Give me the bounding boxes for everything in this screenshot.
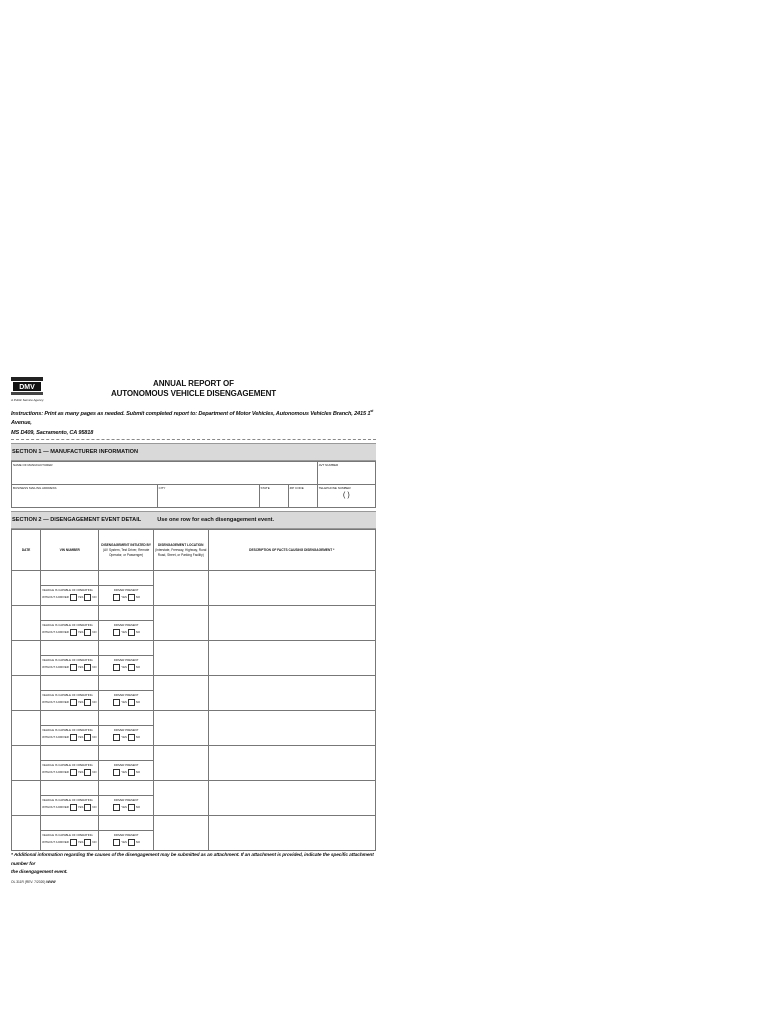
divider [11, 439, 376, 440]
yes-label: YES [121, 630, 127, 635]
yes-label: YES [77, 700, 84, 705]
capable-yes-checkbox[interactable] [70, 804, 77, 811]
no-label: NO [92, 595, 97, 600]
yes-label: YES [77, 595, 84, 600]
city-label: CITY [158, 486, 166, 491]
capable-yes-checkbox[interactable] [70, 699, 77, 706]
location-cell[interactable] [153, 781, 208, 816]
driver-yes-checkbox[interactable] [113, 804, 120, 811]
driver-no-checkbox[interactable] [128, 664, 135, 671]
capable-yes-checkbox[interactable] [70, 839, 77, 846]
vin-cell [41, 781, 99, 816]
no-label: NO [92, 665, 97, 670]
form-title [11, 379, 376, 399]
initiated-cell-split [99, 676, 153, 710]
address-label: BUSINESS MAILING ADDRESS [13, 486, 57, 491]
capable-no-checkbox[interactable] [84, 629, 91, 636]
no-label: NO [135, 595, 141, 600]
vin-input[interactable] [41, 676, 98, 691]
city-field[interactable] [157, 485, 259, 508]
zip-label: ZIP CODE [289, 486, 304, 491]
date-cell[interactable] [12, 746, 41, 781]
col-location-title: DISENGAGEMENT LOCATION [158, 542, 204, 547]
vin-cell-split [41, 711, 98, 745]
description-cell[interactable] [208, 606, 375, 641]
col-initiated-title: DISENGAGEMENT INITIATED BY [101, 542, 151, 547]
title-line1: ANNUAL REPORT OF [153, 379, 234, 388]
title-line2: AUTONOMOUS VEHICLE DISENGAGEMENT [110, 389, 277, 398]
footnote-line1: * Additional information regarding the causes of the disengagement may be submitted as an attachment. If an attachment is provided, indicate the specific attachment number for [11, 853, 374, 867]
event-row [12, 816, 376, 851]
section2-header [11, 511, 376, 529]
vin-cell [41, 711, 99, 746]
form-www: WWW [46, 879, 56, 884]
vin-cell [41, 746, 99, 781]
yes-label: YES [121, 735, 127, 740]
vin-input[interactable] [41, 711, 98, 726]
capable-yes-checkbox[interactable] [70, 664, 77, 671]
manufacturer-table [11, 461, 376, 508]
location-cell[interactable] [153, 676, 208, 711]
yes-label: YES [121, 840, 127, 845]
capable-label-line1: VEHICLE IS CAPABLE OF OPERATING [42, 728, 93, 733]
no-label: NO [135, 805, 141, 810]
vin-cell-split [41, 816, 98, 850]
vin-cell [41, 606, 99, 641]
yes-label: YES [121, 805, 127, 810]
initiated-cell [99, 781, 154, 816]
capable-label-line2: WITHOUT A DRIVER [42, 840, 69, 845]
capable-yes-checkbox[interactable] [70, 734, 77, 741]
driver-present-label: DRIVER PRESENT [113, 588, 139, 593]
no-label: NO [135, 665, 141, 670]
driver-no-checkbox[interactable] [128, 629, 135, 636]
description-cell[interactable] [208, 571, 375, 606]
no-label: NO [92, 700, 97, 705]
driver-no-checkbox[interactable] [128, 734, 135, 741]
location-cell[interactable] [153, 711, 208, 746]
no-label: NO [92, 840, 97, 845]
col-description: DESCRIPTION OF FACTS CAUSING DISENGAGEMENT * [208, 530, 375, 571]
zip-field[interactable] [288, 485, 317, 508]
yes-label: YES [121, 700, 127, 705]
initiated-cell-split [99, 816, 153, 850]
vin-input[interactable] [41, 571, 98, 586]
initiated-input[interactable] [99, 746, 153, 761]
capable-no-checkbox[interactable] [84, 769, 91, 776]
instructions [11, 407, 376, 438]
section1-header [11, 443, 376, 461]
event-row [12, 676, 376, 711]
section2-title: SECTION 2 — DISENGAGEMENT EVENT DETAIL [12, 517, 142, 524]
no-label: NO [135, 630, 141, 635]
capable-no-checkbox[interactable] [84, 804, 91, 811]
capable-question [41, 586, 98, 605]
description-cell[interactable] [208, 676, 375, 711]
event-row [12, 641, 376, 676]
driver-no-checkbox[interactable] [128, 804, 135, 811]
no-label: NO [92, 735, 97, 740]
events-table [11, 529, 376, 851]
vin-cell [41, 816, 99, 851]
col-vin: VIN NUMBER [41, 530, 99, 571]
no-label: NO [92, 770, 97, 775]
date-cell[interactable] [12, 781, 41, 816]
vin-input[interactable] [41, 781, 98, 796]
vin-cell [41, 571, 99, 606]
capable-question [41, 726, 98, 745]
driver-yes-checkbox[interactable] [113, 594, 120, 601]
driver-present-question [99, 831, 153, 850]
instructions-text: Instructions: Print as many pages as needed. Submit completed report to: Department of Motor Vehicles, Autonomous Vehicles Branch, 2415 1 [11, 410, 371, 417]
vin-cell-split [41, 571, 98, 605]
yes-label: YES [77, 735, 84, 740]
capable-question [41, 691, 98, 710]
manufacturer-name-field[interactable] [12, 462, 318, 485]
date-cell[interactable] [12, 711, 41, 746]
tagline: A Public Service Agency [11, 398, 44, 402]
capable-label-line1: VEHICLE IS CAPABLE OF OPERATING [42, 833, 93, 838]
phone-field[interactable] [317, 485, 375, 508]
capable-question [41, 761, 98, 780]
capable-label-line1: VEHICLE IS CAPABLE OF OPERATING [42, 588, 93, 593]
vin-input[interactable] [41, 816, 98, 831]
col-initiated-note: (AV System, Test Driver, Remote Operator, or Passenger) [102, 547, 150, 557]
col-location [153, 530, 208, 571]
capable-no-checkbox[interactable] [84, 839, 91, 846]
col-initiated [99, 530, 154, 571]
no-label: NO [135, 770, 141, 775]
yes-label: YES [77, 665, 84, 670]
driver-no-checkbox[interactable] [128, 699, 135, 706]
initiated-input[interactable] [99, 711, 153, 726]
col-location-note: (Interstate, Freeway, Highway, Rural Road, Street, or Parking Facility) [155, 547, 207, 557]
date-cell[interactable] [12, 641, 41, 676]
yes-label: YES [77, 805, 84, 810]
capable-label-line2: WITHOUT A DRIVER [42, 735, 69, 740]
driver-present-label: DRIVER PRESENT [113, 763, 139, 768]
initiated-cell-split [99, 641, 153, 675]
driver-present-question [99, 691, 153, 710]
initiated-cell [99, 676, 154, 711]
vin-input[interactable] [41, 606, 98, 621]
location-cell[interactable] [153, 746, 208, 781]
svg-text:DMV: DMV [19, 384, 35, 391]
location-cell[interactable] [153, 641, 208, 676]
vin-cell [41, 676, 99, 711]
capable-question [41, 796, 98, 815]
capable-label-line2: WITHOUT A DRIVER [42, 665, 69, 670]
capable-no-checkbox[interactable] [84, 594, 91, 601]
phone-area-code: ( ) [343, 492, 350, 500]
no-label: NO [135, 840, 141, 845]
driver-present-label: DRIVER PRESENT [113, 728, 139, 733]
initiated-cell [99, 711, 154, 746]
description-cell[interactable] [208, 711, 375, 746]
capable-yes-checkbox[interactable] [70, 629, 77, 636]
initiated-cell [99, 816, 154, 851]
driver-present-question [99, 796, 153, 815]
yes-label: YES [77, 840, 84, 845]
date-cell[interactable] [12, 676, 41, 711]
manufacturer-name-label: NAME OF MANUFACTURER [13, 463, 53, 468]
capable-question [41, 656, 98, 675]
initiated-cell-split [99, 606, 153, 640]
vin-cell [41, 641, 99, 676]
capable-label-line1: VEHICLE IS CAPABLE OF OPERATING [42, 693, 93, 698]
capable-label-line2: WITHOUT A DRIVER [42, 630, 69, 635]
driver-yes-checkbox[interactable] [113, 664, 120, 671]
event-row [12, 711, 376, 746]
event-row [12, 781, 376, 816]
location-cell[interactable] [153, 571, 208, 606]
initiated-input[interactable] [99, 676, 153, 691]
footnote [11, 852, 376, 878]
capable-question [41, 621, 98, 640]
state-label: STATE [260, 486, 270, 491]
driver-present-question [99, 656, 153, 675]
capable-yes-checkbox[interactable] [70, 769, 77, 776]
initiated-input[interactable] [99, 571, 153, 586]
initiated-cell-split [99, 711, 153, 745]
section1-title: SECTION 1 — MANUFACTURER INFORMATION [12, 449, 139, 456]
capable-label-line1: VEHICLE IS CAPABLE OF OPERATING [42, 658, 93, 663]
event-row [12, 571, 376, 606]
date-cell[interactable] [12, 571, 41, 606]
no-label: NO [135, 735, 141, 740]
capable-no-checkbox[interactable] [84, 699, 91, 706]
form-header [11, 375, 376, 405]
col-date: DATE [12, 530, 41, 571]
initiated-cell-split [99, 746, 153, 780]
section2-subtitle: Use one row for each disengagement event. [157, 517, 275, 524]
initiated-cell [99, 746, 154, 781]
driver-present-label: DRIVER PRESENT [113, 658, 139, 663]
driver-yes-checkbox[interactable] [113, 769, 120, 776]
vin-cell-split [41, 781, 98, 815]
description-cell[interactable] [208, 746, 375, 781]
yes-label: YES [121, 770, 127, 775]
initiated-cell [99, 571, 154, 606]
driver-present-label: DRIVER PRESENT [113, 623, 139, 628]
yes-label: YES [77, 630, 84, 635]
instructions-sup: st [370, 409, 374, 413]
capable-question [41, 831, 98, 850]
driver-present-label: DRIVER PRESENT [113, 833, 139, 838]
driver-yes-checkbox[interactable] [113, 629, 120, 636]
yes-label: YES [121, 595, 127, 600]
event-rows [12, 571, 376, 851]
no-label: NO [135, 700, 141, 705]
driver-no-checkbox[interactable] [128, 594, 135, 601]
avt-number-field[interactable] [317, 462, 375, 485]
state-field[interactable] [259, 485, 288, 508]
driver-yes-checkbox[interactable] [113, 699, 120, 706]
form-code: OL 311R (REV. 7/2020) [11, 879, 46, 884]
initiated-cell-split [99, 781, 153, 815]
vin-cell-split [41, 641, 98, 675]
location-cell[interactable] [153, 816, 208, 851]
capable-label-line1: VEHICLE IS CAPABLE OF OPERATING [42, 798, 93, 803]
no-label: NO [92, 805, 97, 810]
instructions-line2: MS D409, Sacramento, CA 95818 [11, 429, 94, 436]
footnote-line2: the disengagement event. [11, 870, 68, 876]
yes-label: YES [121, 665, 127, 670]
driver-present-label: DRIVER PRESENT [113, 798, 139, 803]
capable-label-line2: WITHOUT A DRIVER [42, 595, 69, 600]
address-field[interactable] [12, 485, 158, 508]
driver-no-checkbox[interactable] [128, 769, 135, 776]
description-cell[interactable] [208, 641, 375, 676]
form-id [11, 880, 376, 884]
instructions-text-after: Avenue, [11, 420, 32, 427]
initiated-input[interactable] [99, 641, 153, 656]
description-cell[interactable] [208, 816, 375, 851]
event-row [12, 606, 376, 641]
driver-no-checkbox[interactable] [128, 839, 135, 846]
initiated-cell [99, 641, 154, 676]
driver-present-question [99, 621, 153, 640]
vin-cell-split [41, 676, 98, 710]
capable-label-line2: WITHOUT A DRIVER [42, 700, 69, 705]
disengagement-report-form [11, 375, 376, 884]
vin-cell-split [41, 606, 98, 640]
initiated-input[interactable] [99, 781, 153, 796]
capable-label-line1: VEHICLE IS CAPABLE OF OPERATING [42, 623, 93, 628]
capable-yes-checkbox[interactable] [70, 594, 77, 601]
avt-number-label: AVT NUMBER [318, 463, 339, 468]
yes-label: YES [77, 770, 84, 775]
vin-cell-split [41, 746, 98, 780]
initiated-cell [99, 606, 154, 641]
capable-no-checkbox[interactable] [84, 734, 91, 741]
driver-present-question [99, 761, 153, 780]
capable-no-checkbox[interactable] [84, 664, 91, 671]
driver-yes-checkbox[interactable] [113, 839, 120, 846]
driver-present-label: DRIVER PRESENT [113, 693, 139, 698]
initiated-cell-split [99, 571, 153, 605]
date-cell[interactable] [12, 816, 41, 851]
description-cell[interactable] [208, 781, 375, 816]
initiated-input[interactable] [99, 816, 153, 831]
event-row [12, 746, 376, 781]
capable-label-line2: WITHOUT A DRIVER [42, 805, 69, 810]
vin-input[interactable] [41, 746, 98, 761]
phone-label: TELEPHONE NUMBER [318, 486, 351, 491]
initiated-input[interactable] [99, 606, 153, 621]
no-label: NO [92, 630, 97, 635]
driver-present-question [99, 586, 153, 605]
capable-label-line2: WITHOUT A DRIVER [42, 770, 69, 775]
driver-present-question [99, 726, 153, 745]
date-cell[interactable] [12, 606, 41, 641]
driver-yes-checkbox[interactable] [113, 734, 120, 741]
vin-input[interactable] [41, 641, 98, 656]
location-cell[interactable] [153, 606, 208, 641]
capable-label-line1: VEHICLE IS CAPABLE OF OPERATING [42, 763, 93, 768]
